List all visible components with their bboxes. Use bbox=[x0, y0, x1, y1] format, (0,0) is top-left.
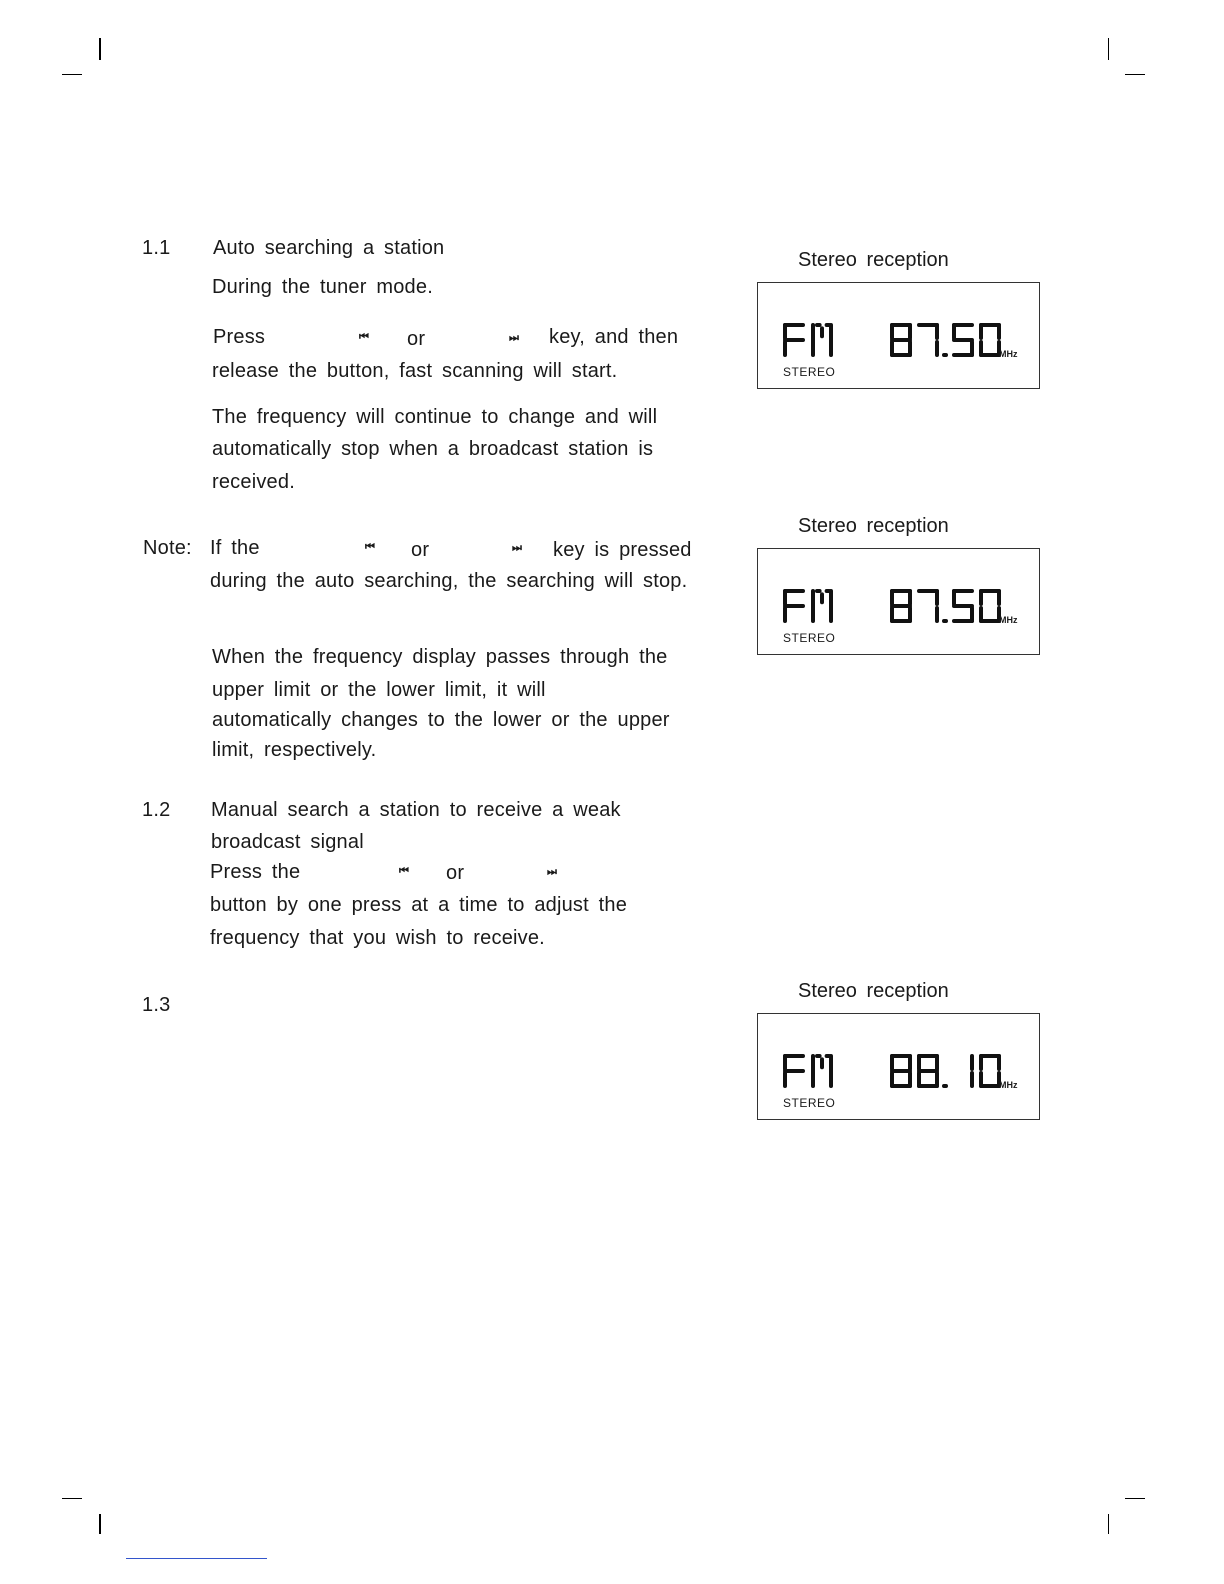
lcd-segment-0 bbox=[997, 1054, 1001, 1071]
lcd-display-2 bbox=[757, 548, 1040, 655]
lcd-segment-5 bbox=[952, 353, 974, 357]
lcd-segment-M bbox=[811, 1054, 815, 1088]
lcd-segment-0 bbox=[997, 323, 1001, 340]
section-number-1-3: 1.3 bbox=[142, 994, 171, 1016]
lcd-segment-7 bbox=[935, 323, 939, 340]
skip-forward-icon: ⏭ bbox=[509, 332, 517, 344]
crop-mark-bottom-right-horizontal bbox=[1125, 1498, 1145, 1499]
manual-line-2: button by one press at a time to adjust the bbox=[210, 894, 628, 916]
lcd-segment-0 bbox=[979, 340, 983, 357]
display-caption-2: Stereo reception bbox=[798, 515, 949, 537]
lcd-segment-M bbox=[829, 323, 833, 357]
lcd-segment-8 bbox=[890, 1054, 894, 1071]
crop-mark-bottom-left-vertical bbox=[99, 1514, 101, 1534]
crop-mark-bottom-left-horizontal bbox=[62, 1498, 82, 1499]
skip-forward-icon: ⏭ bbox=[547, 866, 555, 878]
lcd-segment-M bbox=[825, 1054, 832, 1058]
crop-mark-top-left-vertical bbox=[99, 38, 101, 60]
lcd-segment-7 bbox=[935, 589, 939, 606]
lcd-segment-M bbox=[820, 1057, 824, 1069]
lcd-segment-F bbox=[783, 589, 787, 606]
lcd-decimal-point bbox=[942, 619, 948, 623]
lcd-segment-7 bbox=[935, 340, 939, 357]
or-word: or bbox=[407, 328, 426, 350]
lcd-segment-M bbox=[815, 589, 822, 593]
lcd-segment-0 bbox=[979, 323, 983, 340]
lcd-segment-8 bbox=[908, 1054, 912, 1071]
crop-mark-bottom-right-vertical bbox=[1108, 1514, 1109, 1534]
lcd-segment-M bbox=[829, 589, 833, 623]
tuner-mode-line: During the tuner mode. bbox=[212, 276, 433, 298]
note-label: Note: bbox=[143, 537, 192, 559]
lcd-segment-8 bbox=[935, 1054, 939, 1071]
lcd-segment-M bbox=[815, 1054, 822, 1058]
lcd-segment-8 bbox=[908, 589, 912, 606]
lcd-segment-8 bbox=[890, 338, 912, 342]
skip-back-icon: ⏮ bbox=[365, 541, 373, 553]
lcd-segment-M bbox=[825, 589, 832, 593]
display-caption-1: Stereo reception bbox=[798, 249, 949, 271]
limit-paragraph-line-3: automatically changes to the lower or the upper bbox=[212, 709, 670, 731]
lcd-segment-5 bbox=[952, 589, 956, 606]
section-number-1-2: 1.2 bbox=[142, 799, 171, 821]
lcd-segment-8 bbox=[890, 323, 894, 340]
lcd-decimal-point bbox=[942, 1084, 948, 1088]
unit-label: MHz bbox=[999, 1080, 1018, 1090]
lcd-segment-5 bbox=[952, 619, 974, 623]
lcd-segment-M bbox=[811, 323, 815, 357]
press-word: Press bbox=[213, 326, 266, 348]
lcd-segment-8 bbox=[890, 1071, 894, 1088]
display-caption-3: Stereo reception bbox=[798, 980, 949, 1002]
lcd-segment-M bbox=[811, 589, 815, 623]
lcd-segment-F bbox=[783, 338, 805, 342]
unit-label: MHz bbox=[999, 349, 1018, 359]
lcd-segment-0 bbox=[979, 1054, 983, 1071]
lcd-segment-8 bbox=[890, 1069, 912, 1073]
lcd-segment-8 bbox=[890, 606, 894, 623]
lcd-segment-5 bbox=[952, 338, 974, 342]
key-and-then: key, and then bbox=[549, 326, 679, 348]
section-title-auto-search: Auto searching a station bbox=[213, 237, 445, 259]
section-title-manual-search-1: Manual search a station to receive a weak bbox=[211, 799, 621, 821]
lcd-segment-M bbox=[820, 326, 824, 338]
section-title-manual-search-2: broadcast signal bbox=[211, 831, 364, 853]
lcd-segment-1 bbox=[970, 1071, 974, 1088]
lcd-display-1 bbox=[757, 282, 1040, 389]
lcd-display-3 bbox=[757, 1013, 1040, 1120]
frequency-paragraph-line-1: The frequency will continue to change and will bbox=[212, 406, 658, 428]
crop-mark-top-right-horizontal bbox=[1125, 74, 1145, 75]
section-number-1-1: 1.1 bbox=[142, 237, 171, 259]
crop-mark-top-left-horizontal bbox=[62, 74, 82, 75]
stereo-indicator: STEREO bbox=[783, 365, 836, 379]
note-or-word: or bbox=[411, 539, 430, 561]
lcd-segment-7 bbox=[935, 606, 939, 623]
manual-or-word: or bbox=[446, 862, 465, 884]
lcd-segment-F bbox=[783, 340, 787, 357]
frequency-paragraph-line-3: received. bbox=[212, 471, 295, 493]
lcd-segment-F bbox=[783, 323, 787, 340]
release-line: release the button, fast scanning will start. bbox=[212, 360, 618, 382]
skip-back-icon: ⏮ bbox=[359, 331, 367, 343]
lcd-segment-0 bbox=[997, 589, 1001, 606]
skip-forward-icon: ⏭ bbox=[512, 542, 520, 554]
lcd-segment-M bbox=[820, 592, 824, 604]
lcd-segment-F bbox=[783, 1054, 787, 1071]
lcd-segment-8 bbox=[917, 1069, 939, 1073]
lcd-segment-8 bbox=[890, 604, 912, 608]
lcd-segment-M bbox=[825, 323, 832, 327]
lcd-segment-8 bbox=[890, 340, 894, 357]
lcd-segment-0 bbox=[979, 1071, 983, 1088]
lcd-segment-F bbox=[783, 604, 805, 608]
note-line-2: during the auto searching, the searching will stop. bbox=[210, 570, 688, 592]
footer-link-underline bbox=[126, 1558, 267, 1559]
stereo-indicator: STEREO bbox=[783, 631, 836, 645]
limit-paragraph-line-1: When the frequency display passes through the bbox=[212, 646, 668, 668]
limit-paragraph-line-2: upper limit or the lower limit, it will bbox=[212, 679, 546, 701]
lcd-segment-8 bbox=[890, 589, 894, 606]
lcd-segment-8 bbox=[917, 1054, 921, 1071]
lcd-segment-F bbox=[783, 606, 787, 623]
crop-mark-top-right-vertical bbox=[1108, 38, 1109, 60]
frequency-paragraph-line-2: automatically stop when a broadcast station is bbox=[212, 438, 654, 460]
unit-label: MHz bbox=[999, 615, 1018, 625]
lcd-segment-F bbox=[783, 1069, 805, 1073]
lcd-segment-F bbox=[783, 1071, 787, 1088]
manual-line-3: frequency that you wish to receive. bbox=[210, 927, 545, 949]
lcd-segment-M bbox=[815, 323, 822, 327]
lcd-segment-5 bbox=[952, 604, 974, 608]
lcd-decimal-point bbox=[942, 353, 948, 357]
skip-back-icon: ⏮ bbox=[399, 865, 407, 877]
limit-paragraph-line-4: limit, respectively. bbox=[212, 739, 377, 761]
lcd-segment-8 bbox=[917, 1071, 921, 1088]
lcd-segment-5 bbox=[952, 323, 956, 340]
note-key-pressed: key is pressed bbox=[553, 539, 692, 561]
lcd-segment-8 bbox=[908, 323, 912, 340]
press-the: Press the bbox=[210, 861, 301, 883]
stereo-indicator: STEREO bbox=[783, 1096, 836, 1110]
lcd-segment-M bbox=[829, 1054, 833, 1088]
lcd-segment-0 bbox=[979, 589, 983, 606]
lcd-segment-1 bbox=[970, 1054, 974, 1071]
note-if-the: If the bbox=[210, 537, 260, 559]
lcd-segment-0 bbox=[979, 606, 983, 623]
